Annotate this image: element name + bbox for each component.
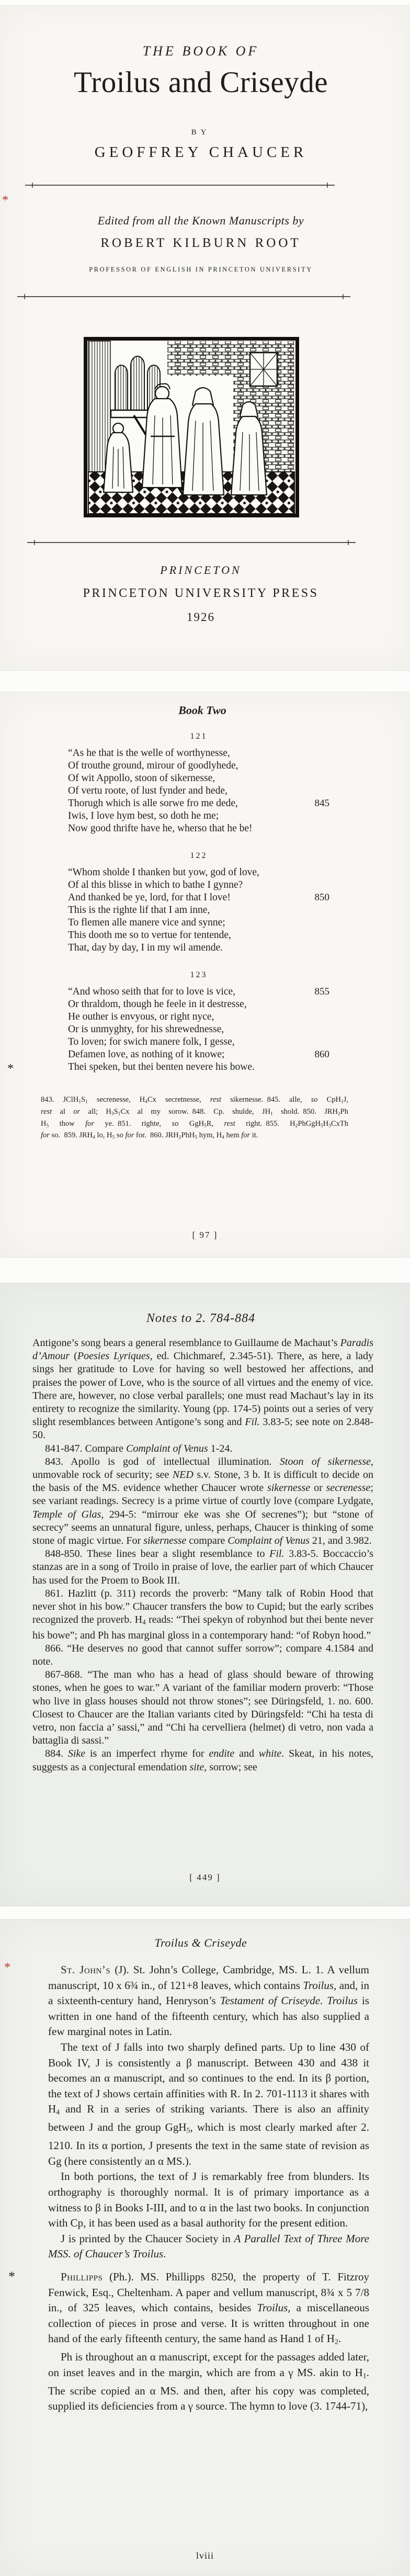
paragraph [32, 1442, 373, 1455]
author-name: GEOFFREY CHAUCER [94, 144, 308, 161]
stanza-number: 123 [190, 970, 208, 979]
text-segment: 5 [46, 1122, 49, 1128]
text-segment: ; see variant readings. Secrecy is a prime virtue of courtly love (compare Lydgate, [32, 1482, 373, 1507]
paragraph [48, 2349, 369, 2414]
text-segment: CpH [317, 1095, 341, 1104]
text-segment: shold. 850. JRH [272, 1107, 338, 1116]
text-segment: . The scribe copied an α MS. and then, after his copy was completed, supplied its deficiencies from a γ source. The hymn to love (3. 1744-71), [48, 2366, 369, 2413]
line-number: 850 [314, 892, 329, 903]
text-segment: right. 855. H [235, 1119, 295, 1128]
text-segment: CxTh [331, 1119, 349, 1128]
line-number: 860 [314, 1049, 329, 1060]
verse-text: Of wit Appollo, stoon of sikernesse, [68, 773, 215, 784]
line-number: 855 [314, 986, 329, 997]
rule-line-icon [25, 182, 335, 188]
text-segment: sikernesse [267, 1482, 311, 1494]
text-segment: 2 [334, 2337, 338, 2346]
verse-text: This is the righte lif that I am inne, [68, 905, 210, 916]
text-segment: rest [41, 1107, 52, 1116]
text-segment: hym, H [197, 1131, 222, 1140]
text-segment: (J). St. John’s College, Cambridge, MS. L. 1. A vellum manuscript, 10 x 6¾ in., of 121+8 leaves, which contains [48, 1963, 369, 1992]
verse-line [68, 822, 329, 835]
text-segment: Paradis d’Amour [32, 1337, 373, 1362]
text-segment: thow [49, 1119, 86, 1128]
text-segment: 848-850. These lines bear a slight resemblance to [45, 1548, 270, 1560]
verse-stanzas [68, 730, 329, 1074]
stanza-number: 121 [190, 732, 208, 741]
verse-text: Of trouthe ground, mirour of goodlyhede, [68, 760, 238, 771]
text-segment: endite [209, 1748, 235, 1760]
text-segment: secrenesse [326, 1482, 371, 1494]
verse-line [68, 797, 329, 810]
text-segment: H [41, 1119, 47, 1128]
text-segment: PhH [181, 1131, 195, 1140]
text-segment: so [115, 1131, 126, 1140]
text-segment: compare [186, 1535, 228, 1547]
apparatus-line [41, 1119, 348, 1131]
imprint-place: PRINCETON [160, 563, 242, 577]
text-segment: 4 [145, 1099, 148, 1105]
text-segment: 1 [340, 1099, 344, 1105]
text-segment: 1 [78, 1099, 82, 1105]
verse-line [68, 929, 329, 942]
textual-apparatus [41, 1095, 348, 1143]
text-segment: Temple of Glas [32, 1508, 101, 1520]
text-segment: for [85, 1119, 94, 1128]
rule-line-icon [17, 293, 350, 300]
verse-text: “As he that is the welle of worthynesse, [68, 748, 230, 759]
text-segment: , a miscellaneous collection of pieces in prose and verse. It is written throughout in one hand of the early fifteenth century, the same hand as Hand 1 of H [48, 2301, 370, 2345]
text-segment: S [81, 1095, 86, 1104]
text-segment: 843. Apollo is god of intellectual illumination. [45, 1455, 280, 1467]
verse-text: Or is unmyghty, for his shrewednesse, [68, 1024, 224, 1035]
verse-text: This dooth me so to vertue for tentende, [68, 930, 231, 941]
margin-asterisk-mark: * [2, 194, 8, 207]
text-segment: white [258, 1748, 282, 1760]
notes-paragraphs [32, 1337, 373, 1774]
text-segment: it. [250, 1131, 258, 1140]
text-segment: rest [224, 1119, 235, 1128]
paragraph [48, 2169, 369, 2231]
verse-line [68, 1048, 329, 1061]
text-segment: 3 [111, 1111, 114, 1117]
text-segment: for. 860. JRH [134, 1131, 179, 1140]
book-heading: Book Two [178, 704, 226, 717]
paragraph [32, 1587, 373, 1642]
text-segment: Complaint of Venus [227, 1535, 310, 1547]
paragraph [8, 2268, 370, 2349]
text-segment: Sike [67, 1748, 86, 1760]
margin-asterisk-mark: * [4, 1961, 10, 1974]
text-segment: site [189, 1761, 204, 1773]
text-segment: 4 [56, 2108, 60, 2116]
paragraph [32, 1337, 373, 1442]
text-segment: 4 [222, 1134, 225, 1140]
verse-line [68, 772, 329, 785]
folio-number: [ 449 ] [189, 1872, 221, 1882]
line-number: 845 [314, 798, 329, 809]
text-segment: 843. JClH [41, 1095, 79, 1104]
verse-line [68, 760, 329, 772]
ornamental-rule [25, 182, 335, 188]
text-segment: 5 [186, 2126, 190, 2134]
text-segment: Antigone’s song bears a general resemblance to Guillaume de Machaut’s [32, 1337, 340, 1349]
verse-line [68, 1011, 329, 1023]
text-segment: 3.83-5. Boccaccio’s stanzas are in a song of Troilo in praise of love, the earlier part of which Chaucer has used for the Proem to Book III. [32, 1548, 373, 1586]
text-segment: In both portions, the text of J is remarkably free from blunders. Its orthography is thoroughly normal. It is of primary importance as a witness to β in Books I-III, and to α in the last two books. In conjunction with Cp, it has been used as a basal authority for the present edition. [48, 2170, 369, 2230]
page-verse-leaf [0, 692, 410, 1258]
paragraph [32, 1668, 373, 1747]
apparatus-line [41, 1131, 348, 1143]
text-segment: 21, and 3.982. [309, 1535, 372, 1547]
verse-line [68, 904, 329, 917]
paragraph [48, 1962, 369, 2040]
text-segment: 1 [118, 1111, 121, 1117]
text-segment: 1 [362, 2371, 367, 2380]
text-segment: 2 [337, 1111, 340, 1117]
woodcut-image [84, 337, 299, 517]
imprint-publisher: PRINCETON UNIVERSITY PRESS [83, 586, 319, 600]
text-segment: is an imperfect rhyme for [85, 1748, 209, 1760]
text-segment: . Skeat, in his notes, suggests as a conjectural emendation [32, 1748, 373, 1773]
verse-text: Of al this blisse in which to bathe I gynne? [68, 879, 243, 890]
text-segment: 4 [142, 1618, 146, 1626]
paragraph [32, 1642, 373, 1668]
text-segment: so. 859. JRH [49, 1131, 93, 1140]
text-segment: A Parallel Text of Three More MSS. of Chaucer’s Troilus [48, 2232, 369, 2261]
text-segment: 841-847. Compare [45, 1442, 126, 1454]
verse-line [68, 917, 329, 929]
text-segment: reads: “Thei spekyn of robynhod but thei bente never his bowe”; and Ph has marginal gloss in a contemporary hand: “of Robyn hood.” [32, 1614, 373, 1641]
text-segment: or [310, 1482, 326, 1494]
text-segment: The text of J falls into two sharply defined parts. Up to line 430 of Book IV, J is consistently a β manuscript. Between 430 and 438 it becomes an α manuscript, and so continues to the end. In its β portion, the text of J shows certain affinities with R. In 2. 701-1113 it shares with H [48, 2040, 369, 2116]
verse-text: Or thraldom, though he feele in it destresse, [68, 999, 247, 1010]
verse-text: Iwis, I love hym best, so doth he me; [68, 810, 219, 821]
verse-text: Of vertu roote, of lust fynder and hede, [68, 785, 227, 796]
text-segment: rest [210, 1095, 222, 1104]
text-segment: 866. “He deserves no good that cannot suffer sorrow”; compare 4.1584 and note. [32, 1642, 373, 1668]
text-segment: 5 [204, 1122, 207, 1128]
text-segment: or [73, 1107, 81, 1116]
text-segment: Cx secretnesse, [147, 1095, 210, 1104]
verse-line [68, 942, 329, 954]
editor-title: PROFESSOR OF ENGLISH IN PRINCETON UNIVERSITY [89, 266, 313, 273]
stanza-number: 122 [190, 851, 208, 860]
verse-text: He outher is envyous, or right nyce, [68, 1011, 214, 1022]
text-segment: , which is most clearly marked after 2. 1210. In its α portion, J presents the text in the same state of revision as Gg (here consistently an α MS.). [48, 2121, 369, 2167]
verse-text: “Whom sholde I thanken but yow, god of love, [68, 867, 259, 878]
text-segment: , 294-5: “mirrour eke was she Of secrenes”); but “stone of secrecy” seems an unnatural figure, unless, perhaps, Chaucer is thinking of some stone of magic virtue. For [32, 1508, 373, 1547]
text-segment: R, [206, 1119, 224, 1128]
page-notes-leaf [0, 1283, 410, 1906]
text-segment: ( [70, 1350, 77, 1362]
by-label: BY [191, 128, 211, 137]
verse-text: To loven; for swich manere folk, I gesse, [68, 1036, 235, 1047]
text-segment: al [52, 1107, 74, 1116]
text-segment: sikernesse. 845. alle, [221, 1095, 311, 1104]
text-segment: Ph [340, 1107, 348, 1116]
text-segment: for [125, 1131, 134, 1140]
text-segment: (Ph.). MS. Phillipps 8250, the property of T. Fitzroy Fenwick, Esq., Cheltenham. A paper and vellum manuscript, 8¾ x 5 7/8 in., of 325 leaves, which contains, besides [48, 2270, 369, 2314]
text-segment: , sorrow; see [204, 1761, 257, 1773]
text-segment: 2 [178, 1134, 181, 1140]
text-segment: 5 [320, 1122, 323, 1128]
text-segment: 1 [85, 1099, 88, 1105]
edited-from-line: Edited from all the Known Manuscripts by [97, 214, 304, 227]
text-segment: St. John’s [61, 1963, 111, 1976]
text-segment: , and, in a sixteenth-century hand, Henryson’s [48, 1979, 369, 2007]
rule-line-icon [27, 539, 356, 546]
text-segment: . [163, 2247, 166, 2261]
paragraph [32, 1747, 373, 1773]
text-segment: Phillipps [61, 2270, 103, 2283]
text-segment: 1-24. [208, 1442, 233, 1454]
text-segment: H [323, 1119, 329, 1128]
woodcut-illustration [84, 337, 299, 517]
text-segment: 3 [328, 1122, 331, 1128]
text-segment: NED [172, 1469, 193, 1481]
text-segment: 884. [45, 1748, 68, 1760]
verse-text: Defamen love, as nothing of it knowe; [68, 1049, 225, 1060]
verse-line [68, 998, 329, 1011]
text-segment: Troilus [327, 1994, 358, 2007]
text-segment: . [320, 1994, 327, 2007]
text-segment: Fil. [245, 1416, 260, 1428]
verse-line [68, 891, 329, 904]
text-segment: secrenesse, H [87, 1095, 145, 1104]
text-segment: , unmovable rock of security; see [32, 1455, 374, 1481]
paragraph [32, 1455, 373, 1547]
apparatus-line [41, 1107, 348, 1119]
series-title: THE BOOK OF [142, 43, 259, 59]
verse-line [68, 747, 329, 760]
text-segment: 861. Hazlitt (p. 311) records the proverb: “Many talk of Robin Hood that never shot in his bow.” Chaucer transfers the bow to Cupid; but the early scribes recognized the proverb. H [32, 1587, 373, 1626]
margin-asterisk-mark: * [7, 1062, 14, 1076]
verse-line [68, 1061, 329, 1074]
folio-number: [ 97 ] [192, 1230, 218, 1240]
text-segment: Ph is throughout an α manuscript, except for the passages added later, on inset leaves and in the margin, which are from a γ MS. akin to H [48, 2351, 369, 2379]
text-segment: Poesies Lyriques [77, 1350, 150, 1362]
text-segment: 5 [195, 1134, 198, 1140]
page-title-leaf [0, 5, 410, 671]
verse-text: Thorugh which is alle sorwe fro me dede, [68, 798, 238, 809]
text-segment: sikernesse [143, 1535, 187, 1547]
verse-line [68, 785, 329, 797]
text-segment: . [338, 2332, 341, 2345]
editor-name: ROBERT KILBURN ROOT [100, 236, 301, 250]
text-segment: 2 [295, 1122, 298, 1128]
text-segment: Cx al my sorow. 848. Cp. shulde, JH [120, 1107, 271, 1116]
text-segment: 4 [93, 1134, 95, 1140]
ornamental-rule [17, 293, 350, 299]
apparatus-line [41, 1095, 348, 1107]
text-segment: 5 [112, 1134, 115, 1140]
text-segment: PhGgH [298, 1119, 321, 1128]
verse-text: And thanked be ye, lord, for that I love! [68, 892, 231, 903]
verse-text: Thei speken, but thei benten nevere his bowe. [68, 1061, 255, 1072]
text-segment: S [113, 1107, 118, 1116]
text-segment: is written in one hand of the fifteenth century, which has also supplied a few marginal notes in Latin. [48, 1994, 369, 2038]
running-title: Troilus & Criseyde [154, 1936, 247, 1949]
verse-line [68, 1023, 329, 1036]
text-segment: and [234, 1748, 259, 1760]
text-segment: Troilus [257, 2301, 288, 2314]
text-segment: , ed. Chichmaref, 2.345-51). There, as here, a lady sings her gratitude to Love for having so well bestowed her affections, and praises the power of Love, who is the source of all virtues and the enemy of vice. There are, however, no close verbal parallels; one must read Machaut’s lay in its entirety to recognize the similarity. Young (pp. 174-5) points out a series of very slight resemblances between Antigone’s song and [32, 1350, 373, 1428]
verse-text: Now good thrifte have he, wherso that he be! [68, 823, 253, 834]
text-segment: ye. 851. righte, [94, 1119, 172, 1128]
paragraph [48, 2040, 369, 2169]
folio-number: lviii [196, 2550, 214, 2561]
text-segment: Fil. [269, 1548, 284, 1560]
text-segment: J is printed by the Chaucer Society in [61, 2232, 234, 2245]
verse-line [68, 866, 329, 879]
verse-line [68, 986, 329, 998]
paragraph [32, 1547, 373, 1587]
text-segment: 867-868. “The man who has a head of glass should beware of throwing stones, when he goes to war.” A variant of the familiar modern proverb: “Those who live in glass houses should not throw stones”; see Düringsfeld, 1. no. 600. Closest to Chaucer are the Italian variants cited by Düringsfeld: “Chi ha testa di vetro, non faccia a’ sassi,” and “Chi ha cervelliera (helmet) di vetro, non vada a battaglia di sassi.” [32, 1669, 373, 1747]
verse-text: “And whoso seith that for to love is vice, [68, 986, 236, 997]
text-segment: s.v. Stone, 3 b. It is difficult to decide on the basis of the MS. evidence whether Chaucer wrote [32, 1469, 373, 1494]
verse-line [68, 1036, 329, 1048]
text-segment: so [311, 1095, 318, 1104]
text-segment: GgH [178, 1119, 204, 1128]
imprint-year: 1926 [187, 611, 215, 624]
text-segment: hem [224, 1131, 242, 1140]
text-segment: Troilus [303, 1979, 334, 1992]
text-segment: lo, H [95, 1131, 112, 1140]
text-segment: Testament of Criseyde [220, 1994, 321, 2007]
text-segment: for [41, 1131, 50, 1140]
text-segment: J, [343, 1095, 348, 1104]
text-segment: 3.83-5; see note on 2.848-50. [32, 1416, 373, 1441]
margin-asterisk-mark: * [8, 2268, 15, 2284]
text-segment: Stoon of sikernesse [279, 1455, 371, 1467]
verse-line [68, 810, 329, 822]
verse-line [68, 879, 329, 891]
book-title: Troilus and Criseyde [73, 66, 328, 99]
text-segment: so [172, 1119, 179, 1128]
text-segment: Complaint of Venus [126, 1442, 208, 1454]
text-segment: and R in a series of striking variants. There is also an affinity between J and the group GgH [48, 2103, 369, 2134]
text-segment: 1 [270, 1111, 273, 1117]
paragraph [48, 2231, 369, 2262]
verse-text: That, day by day, I in my wil amende. [68, 942, 223, 953]
text-segment: for [241, 1131, 250, 1140]
notes-heading: Notes to 2. 784-884 [146, 1312, 256, 1325]
text-segment: all; H [80, 1107, 111, 1116]
verse-text: To flemen alle manere vice and synne; [68, 917, 225, 928]
manuscript-paragraphs [8, 1962, 370, 2414]
page-manuscripts-leaf [0, 1919, 410, 2576]
ornamental-rule [27, 539, 356, 545]
